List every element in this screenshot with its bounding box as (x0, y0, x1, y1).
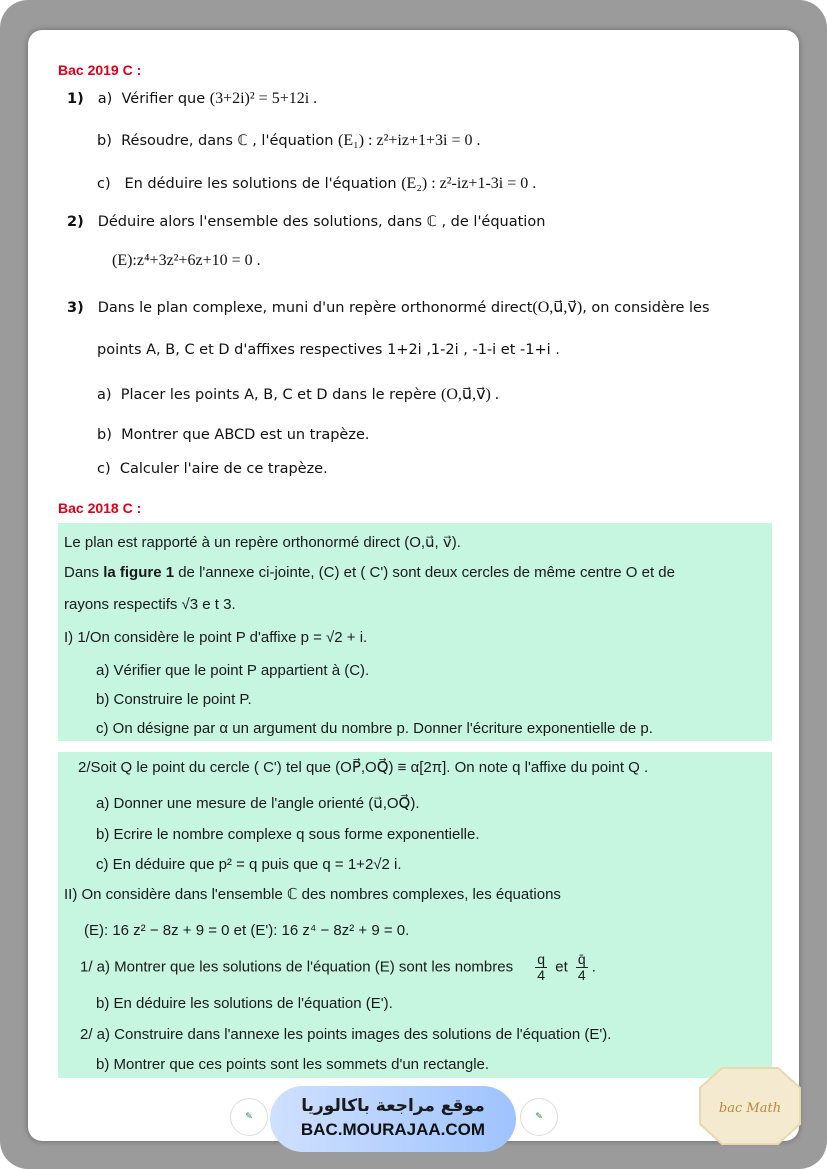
question-text: Déduire alors l'ensemble des solutions, dans ℂ , de l'équation (97, 214, 546, 230)
line-16: 2/ a) Construire dans l'annexe les points images des solutions de l'équation (E'). (80, 1026, 612, 1043)
question-text: Montrer que ABCD est un trapèze. (121, 427, 370, 443)
text: Dans (64, 564, 104, 581)
line-11: c) En déduire que p² = q puis que q = 1+2√2 i. (96, 856, 402, 873)
question-text: Placer les points A, B, C et D dans le repère (120, 387, 442, 403)
line-13: (E): 16 z² − 8z + 9 = 0 et (E'): 16 z⁴ − 8z² + 9 = 0. (84, 922, 410, 939)
site-logo-icon: ✎ (520, 1098, 558, 1136)
text: et (555, 958, 568, 976)
math-expression: (O,u⃗,v⃗) (532, 299, 583, 316)
math-expression: (O,u⃗,v⃗) . (441, 386, 499, 403)
item-letter: c) (97, 461, 111, 477)
question-text-cont: , on considère les (582, 300, 710, 316)
question-3 (67, 297, 710, 317)
arabic-site-name: موقع مراجعة باكالوريا (301, 1096, 485, 1116)
line-4: I) 1/On considère le point P d'affixe p = √2 + i. (64, 629, 368, 646)
question-2-equation: (E):z⁴+3z²+6z+10 = 0 . (112, 252, 261, 269)
line-9: a) Donner une mesure de l'angle orienté (u⃗,OQ⃗). (96, 795, 420, 812)
fraction-q-over-4 (535, 952, 547, 983)
question-1b (97, 132, 480, 150)
line-1: Le plan est rapporté à un repère orthonormé direct (O,u⃗, v⃗). (64, 534, 461, 551)
text: . (591, 958, 596, 976)
numerator: q (537, 951, 546, 967)
bac-math-logo (698, 1066, 802, 1146)
question-number: 2) (67, 214, 84, 230)
text: 1/ a) Montrer que les solutions de l'équation (E) sont les nombres (80, 958, 514, 976)
line-10: b) Ecrire le nombre complexe q sous forme exponentielle. (96, 826, 480, 843)
numerator: q̄ (577, 951, 586, 967)
question-3c (97, 461, 328, 477)
line-17: b) Montrer que ces points sont les sommets d'un rectangle. (96, 1056, 490, 1073)
question-text: Calculer l'aire de ce trapèze. (119, 461, 328, 477)
line-7: c) On désigne par α un argument du nombre p. Donner l'écriture exponentielle de p. (96, 720, 653, 737)
math-expression: (3+2i)² = 5+12i . (209, 90, 318, 107)
text: de l'annexe ci-jointe, (C) et ( C') sont deux cercles de même centre O et de (174, 564, 675, 581)
line-3: rayons respectifs √3 e t 3. (64, 596, 236, 613)
section-title-2018: Bac 2018 C : (58, 500, 142, 516)
question-1c (97, 175, 536, 193)
logo-text: bac Math (718, 1101, 782, 1116)
site-url: BAC.MOURAJAA.COM (300, 1120, 486, 1139)
question-text: Résoudre, dans ℂ , l'équation (121, 133, 339, 149)
item-letter: a) (97, 387, 112, 403)
figure-reference: la figure 1 (103, 564, 175, 581)
question-number: 3) (67, 300, 84, 316)
question-2 (67, 214, 545, 230)
question-text: Vérifier que (121, 91, 210, 107)
question-number: 1) (67, 91, 84, 107)
line-12: II) On considère dans l'ensemble ℂ des nombres complexes, les équations (64, 886, 561, 903)
section-title-2019: Bac 2019 C : (58, 62, 142, 78)
line-14 (80, 952, 596, 983)
line-5: a) Vérifier que le point P appartient à (C). (96, 662, 370, 679)
website-badge[interactable] (270, 1086, 516, 1152)
item-letter: b) (97, 133, 112, 149)
question-3b (97, 427, 369, 443)
item-letter: a) (97, 91, 113, 107)
site-logo-icon: ✎ (230, 1098, 268, 1136)
item-letter: b) (97, 427, 112, 443)
item-letter: c) (97, 176, 111, 192)
question-text: En déduire les solutions de l'équation (124, 176, 402, 192)
question-1a (67, 90, 317, 108)
question-text: Dans le plan complexe, muni d'un repère orthonormé direct (97, 300, 533, 316)
question-3a (97, 384, 499, 404)
math-expression: (E₂) : z²-iz+1-3i = 0 . (401, 175, 537, 192)
line-6: b) Construire le point P. (96, 691, 252, 708)
line-15: b) En déduire les solutions de l'équation (E'). (96, 995, 393, 1012)
denominator: 4 (577, 967, 586, 983)
line-2 (64, 564, 675, 581)
denominator: 4 (537, 967, 546, 983)
question-3-points: points A, B, C et D d'affixes respectives 1+2i ,1-2i , -1-i et -1+i . (97, 342, 560, 358)
line-8: 2/Soit Q le point du cercle ( C') tel que (OP⃗,OQ⃗) ≡ α[2π]. On note q l'affixe du point Q . (78, 759, 649, 776)
math-expression: (E₁) : z²+iz+1+3i = 0 . (338, 132, 481, 149)
fraction-qbar-over-4 (576, 952, 588, 983)
